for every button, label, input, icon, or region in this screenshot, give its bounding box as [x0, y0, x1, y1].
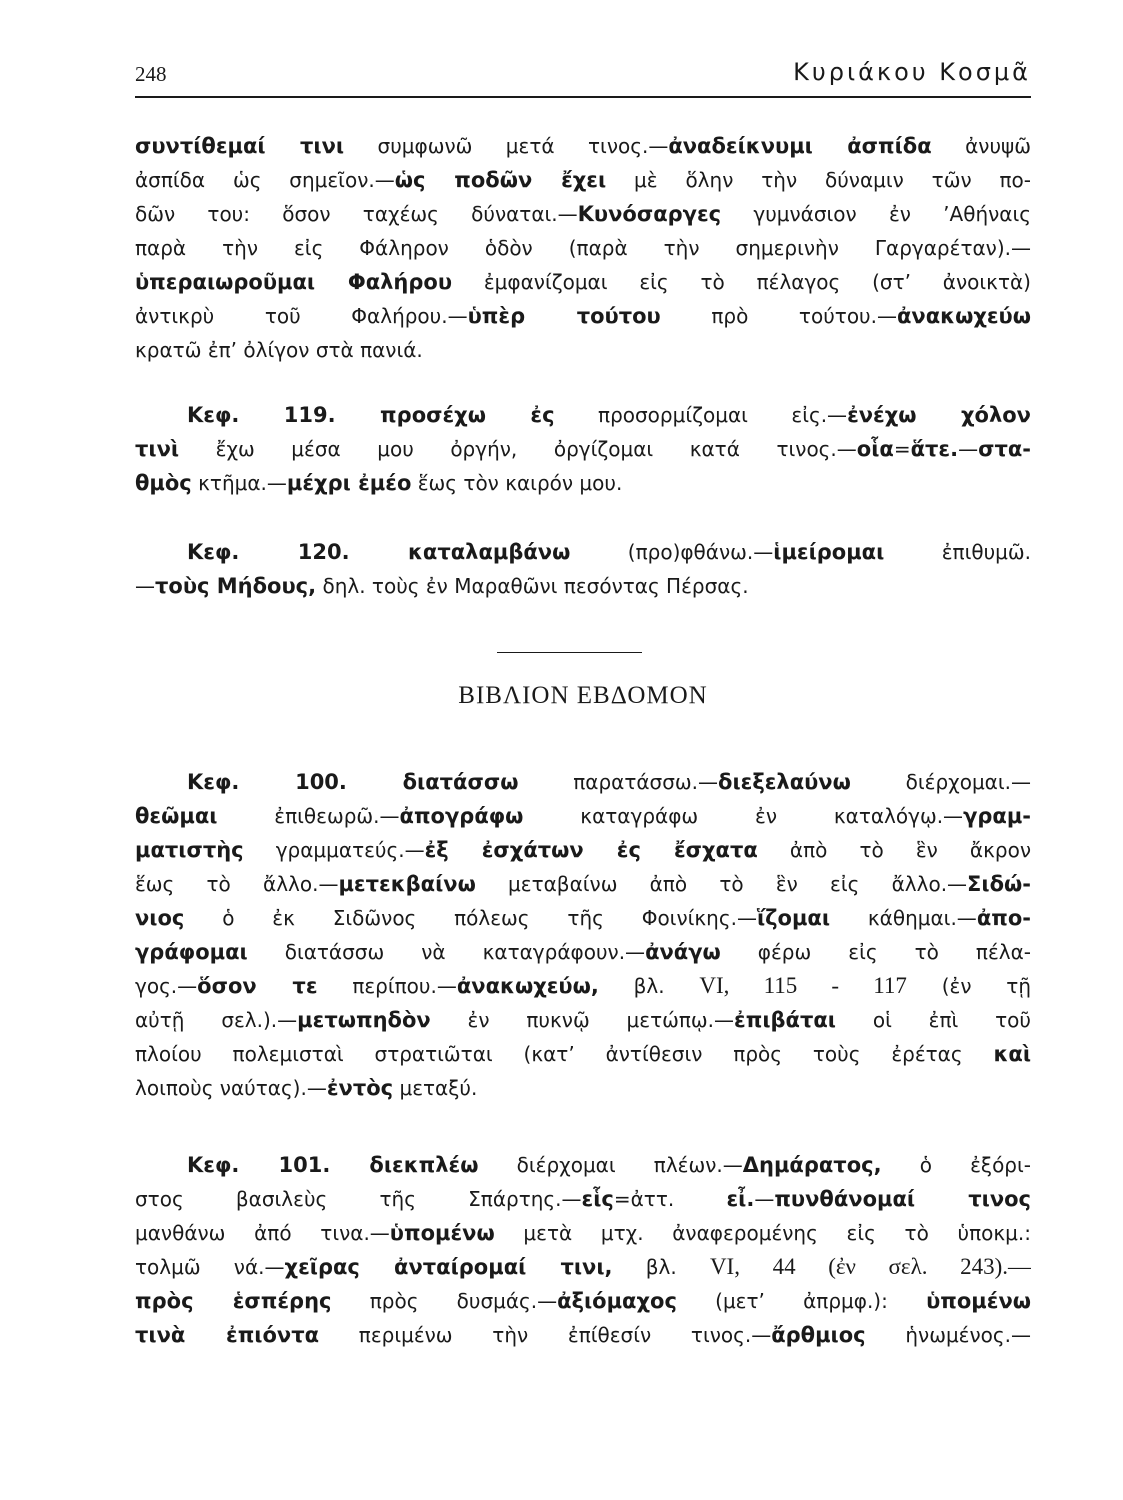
- paragraph-chapter-119: [135, 398, 1031, 500]
- paragraph-book7-chapter-100: [135, 765, 1031, 1105]
- text-line: Κεφ. 119. προσέχω ἐς προσορμίζομαι εἰς.—ἐνέχω χόλον: [187, 403, 1031, 427]
- text-line: ὑπεραιωροῦμαι Φαλήρου ἐμφανίζομαι εἰς τὸ πέλαγος (στ’ ἀνοικτὰ): [135, 270, 1031, 294]
- text-line: τολμῶ νά.—χεῖρας ἀνταίρομαί τινι, βλ. VI, 44 (ἐν σελ. 243).—: [135, 1254, 1031, 1279]
- text-line: αὐτῇ σελ.).—μετωπηδὸν ἐν πυκνῷ μετώπῳ.—ἐπιβάται οἱ ἐπὶ τοῦ: [135, 1008, 1031, 1032]
- text-line: θεῶμαι ἐπιθεωρῶ.—ἀπογράφω καταγράφω ἐν καταλόγῳ.—γραμ-: [135, 804, 1031, 828]
- text-line: γος.—ὅσον τε περίπου.—ἀνακωχεύω, βλ. VI, 115 - 117 (ἐν τῇ: [135, 973, 1031, 998]
- text-line: ματιστὴς γραμματεύς.—ἐξ ἐσχάτων ἐς ἔσχατα ἀπὸ τὸ ἓν ἄκρον: [135, 838, 1031, 862]
- text-line: —τοὺς Μήδους, δηλ. τοὺς ἐν Μαραθῶνι πεσόντας Πέρσας.: [135, 574, 749, 598]
- text-line: ἕως τὸ ἄλλο.—μετεκβαίνω μεταβαίνω ἀπὸ τὸ ἓν εἰς ἄλλο.—Σιδώ-: [135, 872, 1031, 896]
- text-line: συντίθεμαί τινι συμφωνῶ μετά τινος.—ἀναδείκνυμι ἀσπίδα ἀνυψῶ: [135, 134, 1031, 158]
- text-line: γράφομαι διατάσσω νὰ καταγράφουν.—ἀνάγω φέρω εἰς τὸ πέλα-: [135, 940, 1031, 964]
- text-line: στος βασιλεὺς τῆς Σπάρτης.—εἷς=ἀττ. εἶ.—πυνθάνομαί τινος: [135, 1187, 1031, 1211]
- text-line: Κεφ. 100. διατάσσω παρατάσσω.—διεξελαύνω διέρχομαι.—: [187, 770, 1031, 794]
- text-line: Κεφ. 120. καταλαμβάνω (προ)φθάνω.—ἱμείρομαι ἐπιθυμῶ.: [187, 540, 1031, 564]
- section-divider: [497, 652, 642, 653]
- text-line: λοιποὺς ναύτας).—ἐντὸς μεταξύ.: [135, 1076, 478, 1100]
- page-number: 248: [135, 62, 167, 86]
- text-line: Κεφ. 101. διεκπλέω διέρχομαι πλέων.—Δημάρατος, ὁ ἐξόρι-: [187, 1153, 1031, 1177]
- running-title: Κυριάκου Κοσμᾶ: [793, 58, 1031, 86]
- text-line: παρὰ τὴν εἰς Φάληρον ὁδὸν (παρὰ τὴν σημερινὴν Γαργαρέταν).—: [135, 236, 1031, 260]
- text-line: τινὰ ἐπιόντα περιμένω τὴν ἐπίθεσίν τινος.—ἄρθμιος ἡνωμένος.—: [135, 1323, 1031, 1347]
- text-line: πρὸς ἑσπέρης πρὸς δυσμάς.—ἀξιόμαχος (μετ’ ἀπρμφ.): ὑπομένω: [135, 1289, 1031, 1313]
- text-line: ἀντικρὺ τοῦ Φαλήρου.—ὑπὲρ τούτου πρὸ τούτου.—ἀνακωχεύω: [135, 304, 1031, 328]
- text-line: δῶν του: ὅσον ταχέως δύναται.—Κυνόσαργες γυμνάσιον ἐν ’Αθήναις: [135, 202, 1031, 226]
- book-title: ΒΙΒΛΙΟΝ ΕΒΔΟΜΟΝ: [458, 682, 708, 709]
- text-line: κρατῶ ἐπ’ ὀλίγον στὰ πανιά.: [135, 338, 423, 362]
- text-line: νιος ὁ ἐκ Σιδῶνος πόλεως τῆς Φοινίκης.—ἵζομαι κάθημαι.—ἀπο-: [135, 906, 1031, 930]
- paragraph-chapter-120: [135, 535, 1031, 603]
- paragraph-book7-chapter-101: [135, 1148, 1031, 1352]
- paragraph-glossary-1: [135, 129, 1031, 367]
- page-header: [135, 56, 1031, 98]
- text-line: θμὸς κτῆμα.—μέχρι ἐμέο ἕως τὸν καιρόν μου.: [135, 471, 623, 495]
- text-line: μανθάνω ἀπό τινα.—ὑπομένω μετὰ μτχ. ἀναφερομένης εἰς τὸ ὑποκμ.:: [135, 1221, 1031, 1245]
- text-line: πλοίου πολεμισταὶ στρατιῶται (κατ’ ἀντίθεσιν πρὸς τοὺς ἐρέτας καὶ: [135, 1042, 1031, 1066]
- text-line: ἀσπίδα ὡς σημεῖον.—ὡς ποδῶν ἔχει μὲ ὅλην τὴν δύναμιν τῶν πο-: [135, 168, 1031, 192]
- text-line: τινὶ ἔχω μέσα μου ὀργήν, ὀργίζομαι κατά τινος.—οἷα=ἅτε.—στα-: [135, 437, 1031, 461]
